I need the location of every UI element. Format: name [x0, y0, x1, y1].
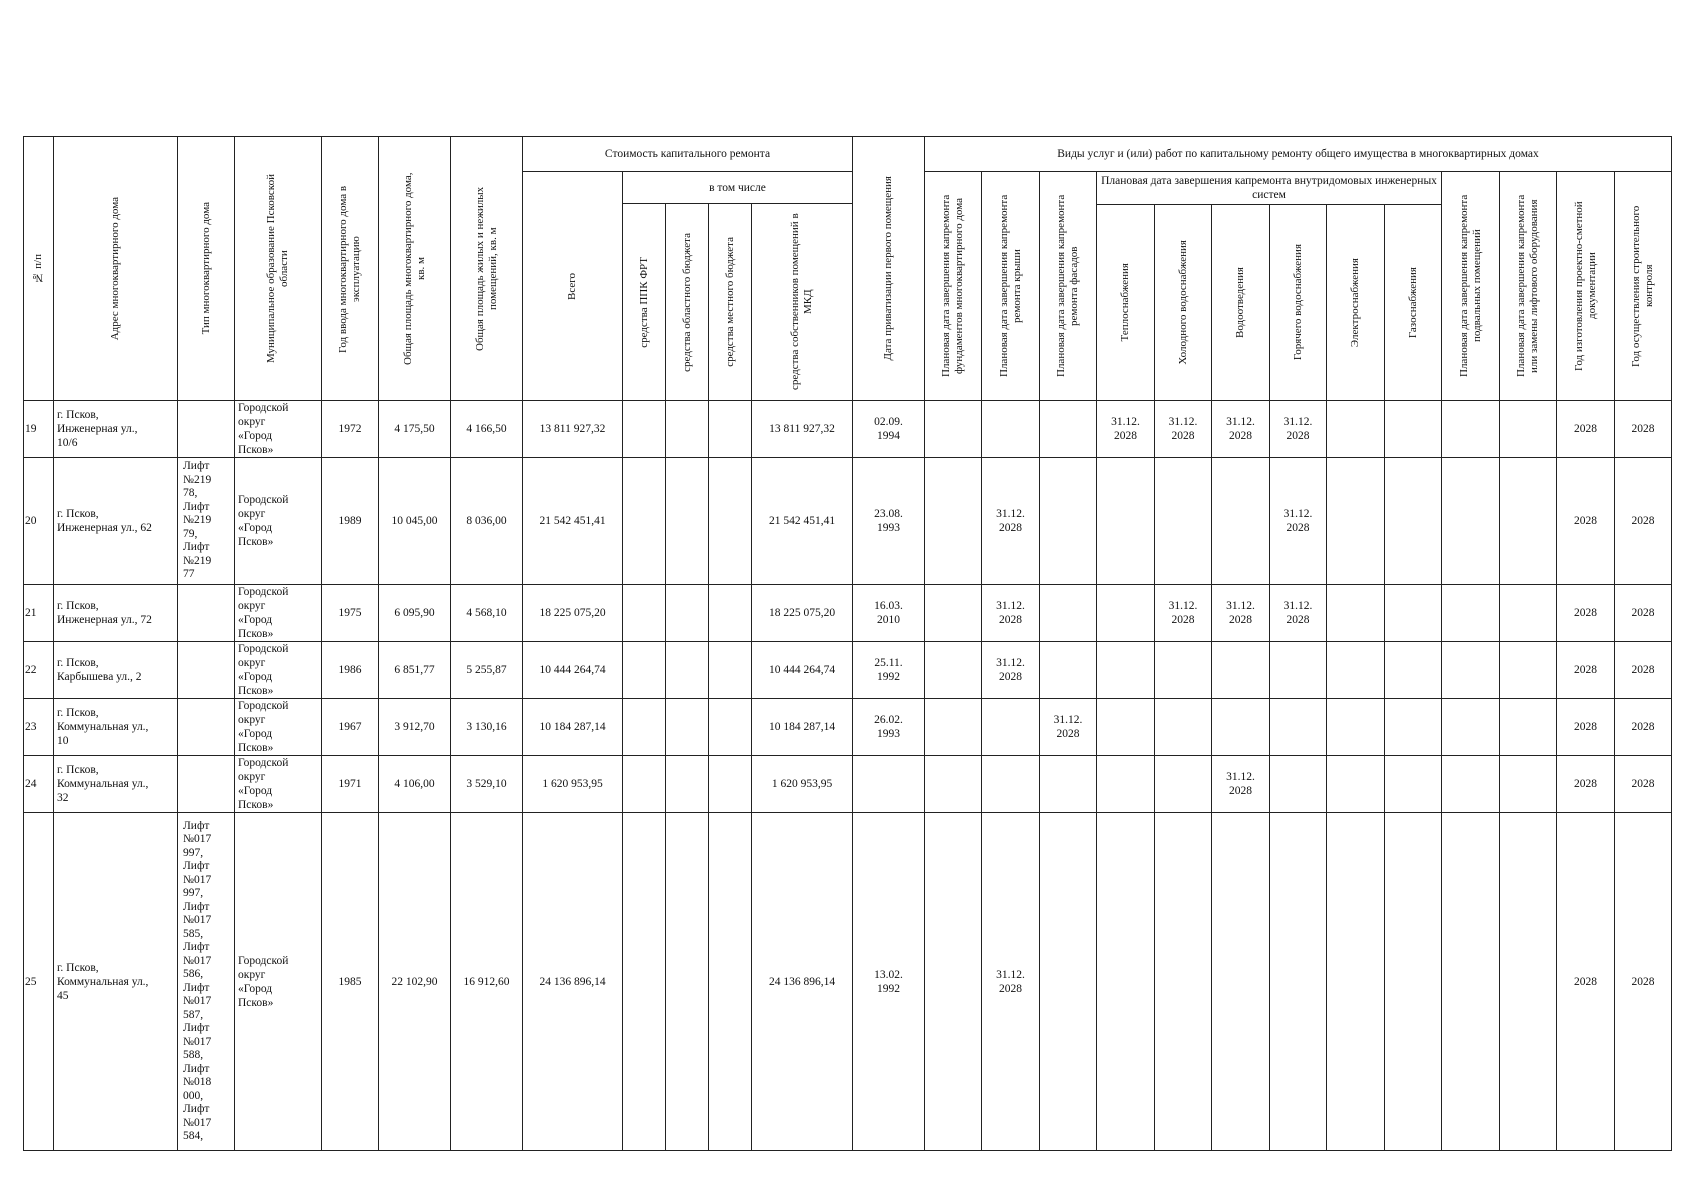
cell-local	[709, 458, 752, 585]
cell-electric	[1327, 642, 1385, 699]
cell-cold-water	[1155, 756, 1212, 813]
header-elevator: Плановая дата завершения капремонта или замены лифтового оборудования	[1500, 172, 1557, 401]
cell-owners: 10 184 287,14	[752, 699, 853, 756]
cell-roof: 31.12. 2028	[982, 458, 1040, 585]
cell-drainage	[1212, 813, 1270, 1151]
cell-num: 19	[24, 401, 54, 458]
cell-design-year: 2028	[1557, 401, 1615, 458]
cell-type	[178, 585, 235, 642]
cell-regional	[666, 585, 709, 642]
header-type: Тип многоквартирного дома	[178, 137, 235, 401]
cell-regional	[666, 642, 709, 699]
cell-design-year: 2028	[1557, 813, 1615, 1151]
cell-heat	[1097, 699, 1155, 756]
cell-gas	[1385, 585, 1442, 642]
cell-privatization: 23.08. 1993	[853, 458, 925, 585]
cell-premises-area: 3 130,16	[451, 699, 523, 756]
cell-control-year: 2028	[1615, 642, 1672, 699]
cell-num: 20	[24, 458, 54, 585]
cell-drainage: 31.12. 2028	[1212, 756, 1270, 813]
cell-cold-water	[1155, 458, 1212, 585]
cell-year: 1971	[322, 756, 379, 813]
table-body	[24, 401, 1672, 1151]
cell-cold-water	[1155, 642, 1212, 699]
cell-foundation	[925, 585, 982, 642]
cell-hot-water: 31.12. 2028	[1270, 401, 1327, 458]
cell-num: 25	[24, 813, 54, 1151]
table-row	[24, 401, 1672, 458]
cell-hot-water	[1270, 642, 1327, 699]
header-address: Адрес многоквартирного дома	[54, 137, 178, 401]
cell-facade	[1040, 458, 1097, 585]
cell-ppk	[623, 756, 666, 813]
cell-roof: 31.12. 2028	[982, 585, 1040, 642]
cell-basement	[1442, 585, 1500, 642]
table-row	[24, 642, 1672, 699]
header-control-year: Год осуществления строительного контроля	[1615, 172, 1672, 401]
cell-year: 1975	[322, 585, 379, 642]
cell-total-area: 10 045,00	[379, 458, 451, 585]
header-gas: Газоснабжения	[1385, 205, 1442, 401]
header-total: Всего	[523, 172, 623, 401]
header-facade: Плановая дата завершения капремонта ремонта фасадов	[1040, 172, 1097, 401]
header-year: Год ввода многоквартирного дома в эксплуатацию	[322, 137, 379, 401]
header-cost-group: Стоимость капитального ремонта	[523, 137, 853, 172]
header-electric: Электроснабжения	[1327, 205, 1385, 401]
cell-privatization: 02.09. 1994	[853, 401, 925, 458]
header-num: № п/п	[24, 137, 54, 401]
cell-heat	[1097, 756, 1155, 813]
cell-regional	[666, 813, 709, 1151]
cell-type	[178, 756, 235, 813]
cell-foundation	[925, 813, 982, 1151]
cell-facade	[1040, 813, 1097, 1151]
table-row	[24, 813, 1672, 1151]
cell-type	[178, 401, 235, 458]
cell-premises-area: 8 036,00	[451, 458, 523, 585]
cell-drainage: 31.12. 2028	[1212, 585, 1270, 642]
cell-facade	[1040, 756, 1097, 813]
header-drainage: Водоотведения	[1212, 205, 1270, 401]
header-systems-group: Плановая дата завершения капремонта внутридомовых инженерных систем	[1097, 172, 1442, 205]
cell-design-year: 2028	[1557, 585, 1615, 642]
header-owners: средства собственников помещений в МКД	[752, 204, 853, 401]
cell-hot-water: 31.12. 2028	[1270, 585, 1327, 642]
cell-regional	[666, 401, 709, 458]
cell-hot-water: 31.12. 2028	[1270, 458, 1327, 585]
cell-facade: 31.12. 2028	[1040, 699, 1097, 756]
table-row	[24, 756, 1672, 813]
cell-total-area: 6 095,90	[379, 585, 451, 642]
cell-address: г. Псков, Карбышева ул., 2	[54, 642, 178, 699]
cell-premises-area: 4 568,10	[451, 585, 523, 642]
cell-local	[709, 585, 752, 642]
cell-local	[709, 642, 752, 699]
header-municipality: Муниципальное образование Псковской области	[235, 137, 322, 401]
header-regional: средства областного бюджета	[666, 204, 709, 401]
cell-owners: 10 444 264,74	[752, 642, 853, 699]
cell-drainage: 31.12. 2028	[1212, 401, 1270, 458]
cell-total: 10 444 264,74	[523, 642, 623, 699]
cell-hot-water	[1270, 813, 1327, 1151]
cell-foundation	[925, 642, 982, 699]
cell-ppk	[623, 699, 666, 756]
cell-owners: 21 542 451,41	[752, 458, 853, 585]
header-total-area: Общая площадь многоквартирного дома, кв. м	[379, 137, 451, 401]
cell-hot-water	[1270, 699, 1327, 756]
cell-municipality: Городской округ «Город Псков»	[235, 401, 322, 458]
cell-municipality: Городской округ «Город Псков»	[235, 585, 322, 642]
cell-electric	[1327, 458, 1385, 585]
cell-privatization	[853, 756, 925, 813]
cell-total: 24 136 896,14	[523, 813, 623, 1151]
cell-address: г. Псков, Коммунальная ул., 10	[54, 699, 178, 756]
cell-cold-water: 31.12. 2028	[1155, 585, 1212, 642]
cell-drainage	[1212, 458, 1270, 585]
cell-num: 24	[24, 756, 54, 813]
cell-total: 18 225 075,20	[523, 585, 623, 642]
cell-cold-water	[1155, 699, 1212, 756]
cell-municipality: Городской округ «Город Псков»	[235, 813, 322, 1151]
cell-roof	[982, 756, 1040, 813]
cell-municipality: Городской округ «Город Псков»	[235, 642, 322, 699]
cell-privatization: 13.02. 1992	[853, 813, 925, 1151]
cell-num: 22	[24, 642, 54, 699]
cell-basement	[1442, 699, 1500, 756]
cell-total: 13 811 927,32	[523, 401, 623, 458]
cell-elevator	[1500, 756, 1557, 813]
cell-gas	[1385, 458, 1442, 585]
cell-address: г. Псков, Коммунальная ул., 45	[54, 813, 178, 1151]
cell-premises-area: 5 255,87	[451, 642, 523, 699]
header-premises-area: Общая площадь жилых и нежилых помещений, кв. м	[451, 137, 523, 401]
cell-heat: 31.12. 2028	[1097, 401, 1155, 458]
cell-foundation	[925, 699, 982, 756]
header-roof: Плановая дата завершения капремонта ремонта крыши	[982, 172, 1040, 401]
cell-total: 21 542 451,41	[523, 458, 623, 585]
cell-privatization: 16.03. 2010	[853, 585, 925, 642]
table-header	[24, 137, 1672, 401]
cell-drainage	[1212, 699, 1270, 756]
cell-facade	[1040, 401, 1097, 458]
cell-total: 1 620 953,95	[523, 756, 623, 813]
cell-roof: 31.12. 2028	[982, 642, 1040, 699]
cell-regional	[666, 458, 709, 585]
cell-foundation	[925, 458, 982, 585]
cell-total-area: 3 912,70	[379, 699, 451, 756]
cell-design-year: 2028	[1557, 642, 1615, 699]
cell-control-year: 2028	[1615, 699, 1672, 756]
cell-heat	[1097, 458, 1155, 585]
header-foundation: Плановая дата завершения капремонта фундаментов многоквартирного дома	[925, 172, 982, 401]
cell-type: Лифт №017 997, Лифт №017 997, Лифт №017 585, Лифт №017 586, Лифт №017 587, Лифт №017 588, Лифт №018 000, Лифт №017 584,	[178, 813, 235, 1151]
header-design-year: Год изготовления проектно-сметной документации	[1557, 172, 1615, 401]
header-works-group: Виды услуг и (или) работ по капитальному ремонту общего имущества в многоквартирных домах	[925, 137, 1672, 172]
cell-elevator	[1500, 458, 1557, 585]
header-hot-water: Горячего водоснабжения	[1270, 205, 1327, 401]
cell-privatization: 26.02. 1993	[853, 699, 925, 756]
cell-control-year: 2028	[1615, 585, 1672, 642]
cell-design-year: 2028	[1557, 458, 1615, 585]
cell-elevator	[1500, 401, 1557, 458]
cell-hot-water	[1270, 756, 1327, 813]
cell-heat	[1097, 585, 1155, 642]
cell-basement	[1442, 458, 1500, 585]
cell-ppk	[623, 813, 666, 1151]
cell-type	[178, 642, 235, 699]
cell-address: г. Псков, Инженерная ул., 72	[54, 585, 178, 642]
cell-foundation	[925, 401, 982, 458]
cell-owners: 13 811 927,32	[752, 401, 853, 458]
table-row	[24, 458, 1672, 585]
header-ppk: средства ППК ФРТ	[623, 204, 666, 401]
cell-municipality: Городской округ «Город Псков»	[235, 756, 322, 813]
cell-control-year: 2028	[1615, 756, 1672, 813]
header-cold-water: Холодного водоснабжения	[1155, 205, 1212, 401]
cell-owners: 1 620 953,95	[752, 756, 853, 813]
cell-control-year: 2028	[1615, 813, 1672, 1151]
cell-address: г. Псков, Инженерная ул., 62	[54, 458, 178, 585]
cell-owners: 18 225 075,20	[752, 585, 853, 642]
cell-regional	[666, 699, 709, 756]
header-heat: Теплоснабжения	[1097, 205, 1155, 401]
cell-type: Лифт №219 78, Лифт №219 79, Лифт №219 77	[178, 458, 235, 585]
cell-ppk	[623, 642, 666, 699]
cell-gas	[1385, 642, 1442, 699]
cell-total-area: 6 851,77	[379, 642, 451, 699]
cell-local	[709, 699, 752, 756]
header-privatization: Дата приватизации первого помещения	[853, 137, 925, 401]
cell-municipality: Городской округ «Город Псков»	[235, 458, 322, 585]
cell-heat	[1097, 642, 1155, 699]
cell-cold-water: 31.12. 2028	[1155, 401, 1212, 458]
cell-roof: 31.12. 2028	[982, 813, 1040, 1151]
cell-address: г. Псков, Инженерная ул., 10/6	[54, 401, 178, 458]
cell-gas	[1385, 756, 1442, 813]
cell-control-year: 2028	[1615, 401, 1672, 458]
cell-elevator	[1500, 813, 1557, 1151]
cell-total-area: 4 106,00	[379, 756, 451, 813]
cell-roof	[982, 401, 1040, 458]
cell-year: 1986	[322, 642, 379, 699]
cell-local	[709, 813, 752, 1151]
cell-municipality: Городской округ «Город Псков»	[235, 699, 322, 756]
cell-basement	[1442, 642, 1500, 699]
cell-ppk	[623, 458, 666, 585]
header-basement: Плановая дата завершения капремонта подвальных помещений	[1442, 172, 1500, 401]
cell-year: 1967	[322, 699, 379, 756]
cell-total: 10 184 287,14	[523, 699, 623, 756]
cell-elevator	[1500, 585, 1557, 642]
cell-elevator	[1500, 642, 1557, 699]
cell-owners: 24 136 896,14	[752, 813, 853, 1151]
cell-electric	[1327, 699, 1385, 756]
cell-gas	[1385, 699, 1442, 756]
cell-ppk	[623, 585, 666, 642]
cell-facade	[1040, 642, 1097, 699]
cell-num: 21	[24, 585, 54, 642]
cell-electric	[1327, 756, 1385, 813]
cell-electric	[1327, 585, 1385, 642]
cell-year: 1985	[322, 813, 379, 1151]
cell-premises-area: 3 529,10	[451, 756, 523, 813]
table-row	[24, 699, 1672, 756]
cell-gas	[1385, 813, 1442, 1151]
cell-design-year: 2028	[1557, 756, 1615, 813]
header-local: средства местного бюджета	[709, 204, 752, 401]
cell-electric	[1327, 401, 1385, 458]
cell-control-year: 2028	[1615, 458, 1672, 585]
table-row	[24, 585, 1672, 642]
cell-local	[709, 401, 752, 458]
cell-local	[709, 756, 752, 813]
cell-electric	[1327, 813, 1385, 1151]
cell-gas	[1385, 401, 1442, 458]
cell-heat	[1097, 813, 1155, 1151]
cell-year: 1972	[322, 401, 379, 458]
cell-design-year: 2028	[1557, 699, 1615, 756]
cell-total-area: 22 102,90	[379, 813, 451, 1151]
cell-type	[178, 699, 235, 756]
cell-regional	[666, 756, 709, 813]
cell-num: 23	[24, 699, 54, 756]
cell-year: 1989	[322, 458, 379, 585]
cell-basement	[1442, 756, 1500, 813]
cell-facade	[1040, 585, 1097, 642]
capital-repair-table	[23, 136, 1672, 1151]
cell-roof	[982, 699, 1040, 756]
cell-ppk	[623, 401, 666, 458]
cell-total-area: 4 175,50	[379, 401, 451, 458]
cell-drainage	[1212, 642, 1270, 699]
cell-cold-water	[1155, 813, 1212, 1151]
cell-basement	[1442, 813, 1500, 1151]
cell-address: г. Псков, Коммунальная ул., 32	[54, 756, 178, 813]
cell-premises-area: 16 912,60	[451, 813, 523, 1151]
cell-elevator	[1500, 699, 1557, 756]
cell-basement	[1442, 401, 1500, 458]
cell-privatization: 25.11. 1992	[853, 642, 925, 699]
header-incl-group: в том числе	[623, 172, 853, 204]
cell-premises-area: 4 166,50	[451, 401, 523, 458]
cell-foundation	[925, 756, 982, 813]
